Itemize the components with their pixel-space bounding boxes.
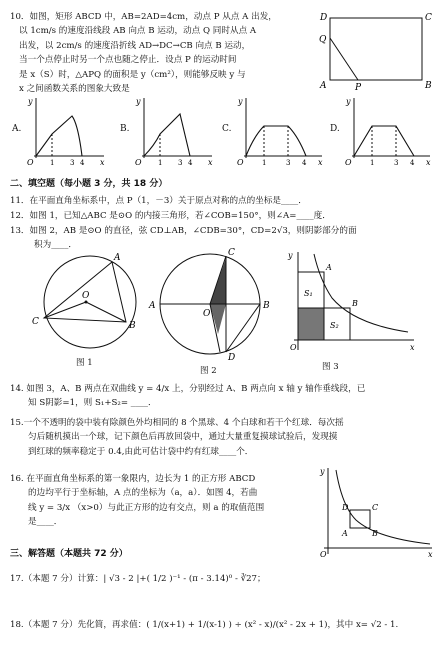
q10-line: 以 1cm/s 的速度沿线段 AB 向点 B 运动，动点 Q 同时从点 A	[19, 26, 257, 37]
tick-1: 1	[370, 159, 375, 167]
label-s1: S₁	[304, 289, 313, 298]
q15-line: 到红球的频率稳定于 0.4,由此可估计袋中约有红球____个．	[28, 446, 254, 457]
q16-line: 是____．	[28, 517, 63, 528]
label-o: O	[135, 158, 142, 167]
q10-line: x 之间函数关系的图象大致是	[19, 84, 130, 95]
question-18-text: 18.（本题 7 分）先化简，再求值：( 1/(x+1) + 1/(x-1) ) ÷ (x² - x)/(x² - 2x + 1)，其中 x= √2 - 1.	[10, 620, 399, 630]
label-x: x	[318, 158, 323, 167]
section-3-title: 三、解答题（本题共 72 分）	[10, 549, 128, 559]
label-b: B	[352, 299, 358, 308]
tick-1: 1	[158, 159, 163, 167]
rectangle-abcd	[330, 18, 422, 80]
question-10-text	[10, 10, 277, 96]
figure-2-caption: 图 2	[200, 366, 217, 376]
label-y: y	[238, 97, 243, 106]
q10-line: 10．如图，矩形 ABCD 中，AB=2AD=4cm，动点 P 从点 A 出发，	[10, 12, 277, 22]
curve	[36, 116, 82, 156]
curve	[144, 114, 190, 156]
label-o: O	[345, 158, 352, 167]
label-y: y	[288, 251, 293, 260]
curve	[354, 126, 414, 156]
q16-line: 线 y = 3/x （x>0）与此正方形的边有交点，则 a 的取值范围	[28, 502, 265, 513]
q13-line: 积为____．	[34, 240, 77, 251]
tick-3: 3	[394, 159, 399, 167]
tick-4: 4	[80, 159, 85, 167]
hyperbola	[336, 470, 430, 544]
segment-qp	[330, 38, 358, 80]
label-o: O	[82, 291, 90, 301]
label-o: O	[203, 309, 211, 319]
label-a: A	[326, 263, 332, 272]
label-b: B	[129, 321, 136, 331]
label-a: A	[320, 81, 327, 91]
q15-line: 匀后随机摸出一个球，记下颜色后再放回袋中，通过大量重复摸球试验后，发现摸	[28, 432, 338, 443]
label-b: B	[372, 529, 378, 538]
tick-4: 4	[188, 159, 193, 167]
question-17-text: 17.（本题 7 分）计算：| √3 - 2 |+( 1/2 )⁻¹ - (π - 3.14)⁰ - ∛27；	[10, 574, 266, 584]
shaded-region-bottom	[210, 304, 226, 334]
circle-o	[44, 256, 136, 348]
q16-line: 16. 在平面直角坐标系的第一象限内，边长为 1 的正方形 ABCD	[10, 474, 256, 484]
question-14-text	[10, 382, 365, 411]
label-x: x	[428, 550, 433, 559]
tick-1: 1	[262, 159, 267, 167]
label-c: C	[372, 503, 379, 512]
q16-line: 的边均平行于坐标轴，A 点的坐标为（a，a）．如图 4，若曲	[28, 488, 258, 499]
label-b: B	[263, 301, 270, 311]
label-y: y	[136, 97, 141, 106]
q14-line: 14. 如图 3，A、B 两点在双曲线 y = 4/x 上，分别经过 A、B 两点向 x 轴 y 轴作垂线段，已	[10, 384, 366, 394]
label-x: x	[208, 158, 213, 167]
figure-1	[28, 252, 153, 352]
question-15-text	[10, 416, 344, 459]
label-y: y	[320, 467, 325, 476]
question-16-text	[10, 472, 264, 530]
label-y: y	[28, 97, 33, 106]
segment-oc	[44, 302, 86, 318]
option-d-label[interactable]: D.	[330, 124, 340, 134]
option-c-graph[interactable]	[236, 96, 326, 168]
q10-rectangle-figure	[318, 10, 436, 93]
figure-3	[288, 250, 418, 355]
option-b-graph[interactable]	[134, 96, 216, 168]
section-2-title: 二、填空题（每小题 3 分，共 18 分）	[10, 179, 168, 189]
label-c: C	[425, 13, 432, 23]
label-x: x	[410, 343, 415, 352]
q15-line: 15.一个不透明的袋中装有除颜色外均相同的 8 个黑球、4 个白球和若干个红球．每次摇	[10, 418, 344, 428]
segment-db	[226, 304, 260, 352]
tick-3: 3	[70, 159, 75, 167]
label-o: O	[290, 343, 297, 352]
label-a: A	[342, 529, 348, 538]
label-o: O	[27, 158, 34, 167]
q13-line: 13．如图 2，AB 是⊙O 的直径，弦 CD⊥AB，∠CDB=30°，CD=2√3，则阴影部分的面	[10, 226, 357, 236]
q10-line: 是 x（S）时，△APQ 的面积是 y（cm²），则能够反映 y 与	[19, 69, 246, 80]
label-d: D	[342, 503, 349, 512]
figure-4	[320, 466, 436, 558]
label-y: y	[346, 97, 351, 106]
label-p: P	[355, 83, 362, 93]
question-12-text: 12．如图 1，已知△ABC 是⊙O 的内接三角形，若∠COB=150°，则∠A=____度．	[10, 211, 331, 221]
question-13-text	[10, 224, 357, 253]
curve	[246, 126, 306, 156]
label-d: D	[320, 13, 328, 23]
label-d: D	[228, 353, 236, 363]
label-o: O	[237, 158, 244, 167]
label-x: x	[100, 158, 105, 167]
option-a-label[interactable]: A.	[12, 124, 22, 134]
shaded-square	[298, 308, 324, 340]
label-a: A	[149, 301, 156, 311]
square-abcd	[350, 510, 370, 528]
tick-3: 3	[178, 159, 183, 167]
question-11-text: 11．在平面直角坐标系中，点 P（1，－3）关于原点对称的点的坐标是____．	[10, 196, 307, 206]
figure-3-caption: 图 3	[322, 362, 339, 372]
option-a-graph[interactable]	[26, 96, 108, 168]
q10-line: 当一个点停止时另一个点也随之停止．设点 P 的运动时间	[19, 55, 237, 66]
tick-3: 3	[286, 159, 291, 167]
option-b-label[interactable]: B.	[120, 124, 130, 134]
tick-4: 4	[410, 159, 415, 167]
label-c: C	[228, 248, 235, 258]
figure-2	[146, 250, 276, 362]
label-c: C	[32, 317, 39, 327]
tick-1: 1	[50, 159, 55, 167]
q10-line: 出发，以 2cm/s 的速度沿折线 AD→DC→CB 向点 B 运动，	[19, 40, 251, 51]
tick-4: 4	[302, 159, 307, 167]
q14-line: 知 S阴影=1，则 S₁+S₂= ____．	[28, 398, 157, 409]
label-a: A	[114, 253, 121, 263]
label-s2: S₂	[330, 321, 339, 330]
segment-ob	[86, 302, 126, 322]
option-d-graph[interactable]	[344, 96, 434, 168]
label-q: Q	[319, 35, 327, 45]
label-b: B	[425, 81, 432, 91]
option-c-label[interactable]: C.	[222, 124, 232, 134]
figure-1-caption: 图 1	[76, 358, 93, 368]
label-o: O	[320, 550, 327, 559]
label-x: x	[426, 158, 431, 167]
